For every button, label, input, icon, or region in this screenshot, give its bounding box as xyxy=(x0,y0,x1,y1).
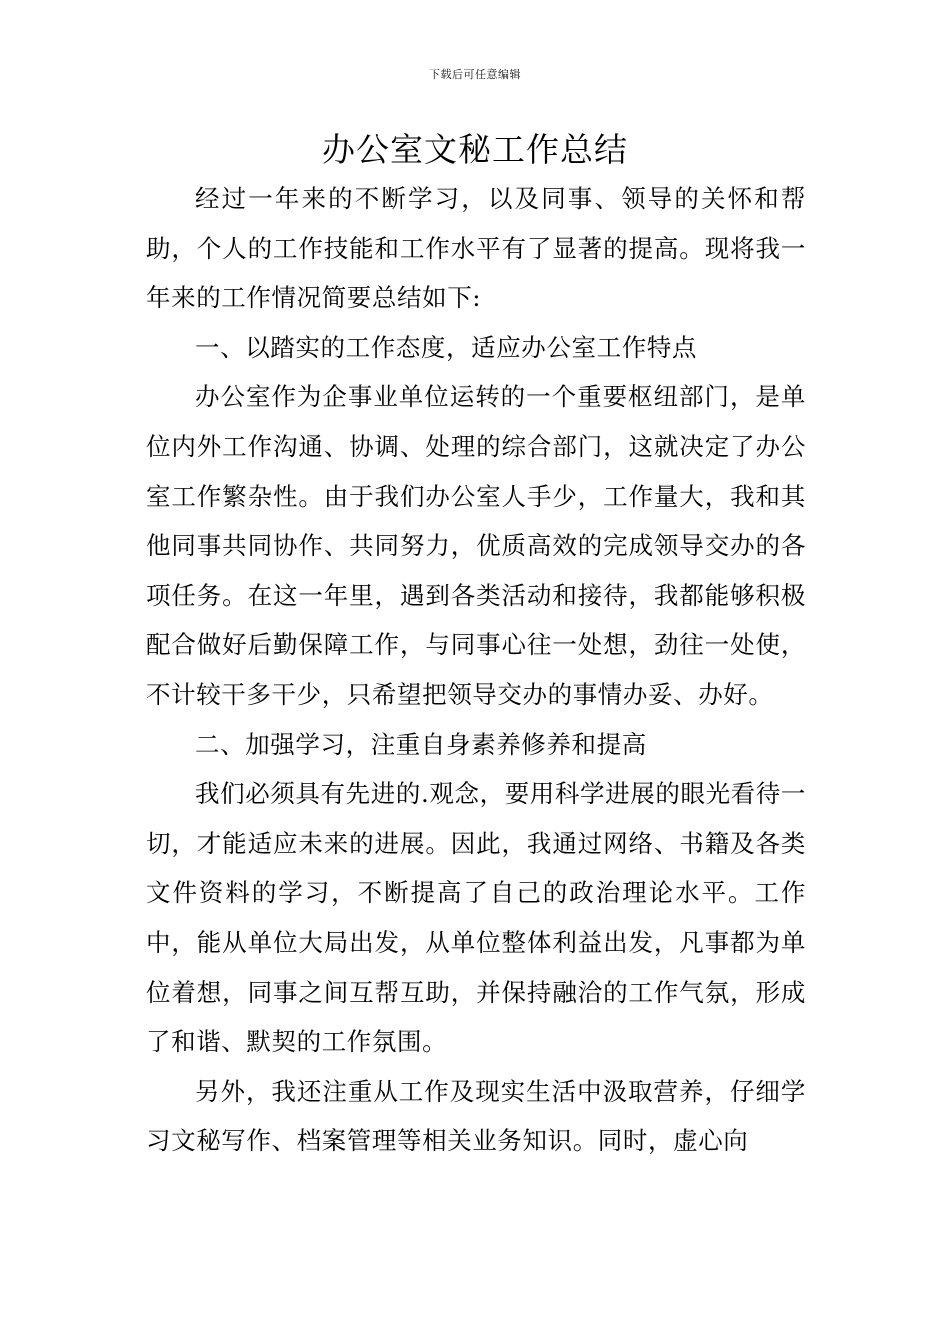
section-heading-2: 二、加强学习，注重自身素养修养和提高 xyxy=(195,729,647,759)
document-body xyxy=(146,174,806,1166)
section-1-paragraph: 办公室作为企事业单位运转的一个重要枢纽部门，是单位内外工作沟通、协调、处理的综合部门，这就决定了办公室工作繁杂性。由于我们办公室人手少，工作量大，我和其他同事共同协作、共同努力，优质高效的完成领导交办的各项任务。在这一年里，遇到各类活动和接待，我都能够积极配合做好后勤保障工作，与同事心往一处想，劲往一处使，不计较干多干少，只希望把领导交办的事情办妥、办好。 xyxy=(146,382,806,709)
intro-paragraph: 经过一年来的不断学习，以及同事、领导的关怀和帮助，个人的工作技能和工作水平有了显著的提高。现将我一年来的工作情况简要总结如下: xyxy=(146,184,806,313)
document-title: 办公室文秘工作总结 xyxy=(322,130,628,169)
section-heading-1: 一、以踏实的工作态度，适应办公室工作特点 xyxy=(195,332,697,362)
section-2-paragraph-2: 另外，我还注重从工作及现实生活中汲取营养，仔细学习文秘写作、档案管理等相关业务知识。同时，虚心向 xyxy=(146,1076,806,1156)
header-note: 下载后可任意编辑 xyxy=(429,68,521,81)
section-2-paragraph-1: 我们必须具有先进的.观念，要用科学进展的眼光看待一切，才能适应未来的进展。因此，我通过网络、书籍及各类文件资料的学习，不断提高了自己的政治理论水平。工作中，能从单位大局出发，从单位整体利益出发，凡事都为单位着想，同事之间互帮互助，并保持融洽的工作气氛，形成了和谐、默契的工作氛围。 xyxy=(146,779,806,1057)
